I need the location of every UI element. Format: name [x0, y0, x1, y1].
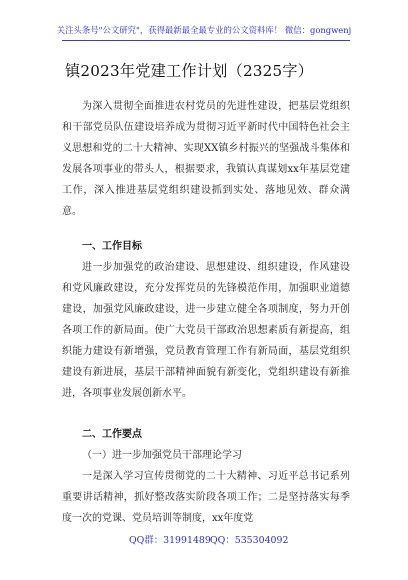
section-heading-key-points: 二、工作要点 — [82, 429, 142, 440]
header-divider — [62, 40, 350, 41]
theory-study-paragraph: 一是深入学习宣传贯彻党的二十大精神、习近平总书记系列重要讲话精神，抓好整改落实阶段各项工作；二是坚持落实每季度一次的党课、党员培训等制度，xx年度党 — [62, 471, 350, 524]
header-banner: 关注头条号"公文研究"，获得最新最全最专业的公文资料库！ 微信：gongwenj — [56, 25, 352, 35]
intro-paragraph: 为深入贯彻全面推进农村党员的先进性建设，把基层党组织和干部党员队伍建设培养成为贯彻习近平新时代中国特色社会主义思想和党的二十大精神、实现XX镇乡村振兴的坚强战斗集体和发展各项事业的带头人，根据要求，我镇认真谋划xx年基层党建工作，深入推进基层党组织建设抓到实处、落地见效、群众满意。 — [62, 101, 350, 217]
goals-paragraph: 进一步加强党的政治建设、思想建设、组织建设，作风建设和党风廉政建设，充分发挥党员的先锋模范作用，加强职业道德建设，加强党风廉政建设，进一步建立健全各项制度，努力开创各项工作的新局面。使广大党员干部政治思想素质有新提高，组织能力建设有新增强，党员教育管理工作有新局面，基层党组织建设有新进展，基层干部精神面貌有新变化，党组织建设有新推进，各项事业发展创新水平。 — [62, 262, 350, 399]
qq-group-number: QQ群：31991489 — [129, 535, 211, 546]
document-title: 镇2023年党建工作计划（2325字） — [65, 62, 314, 80]
qq-number: QQ：535304092 — [210, 535, 289, 546]
subsection-heading-theory-study: （一）进一步加强党员干部理论学习 — [82, 450, 242, 461]
section-heading-goals: 一、工作目标 — [82, 241, 142, 252]
